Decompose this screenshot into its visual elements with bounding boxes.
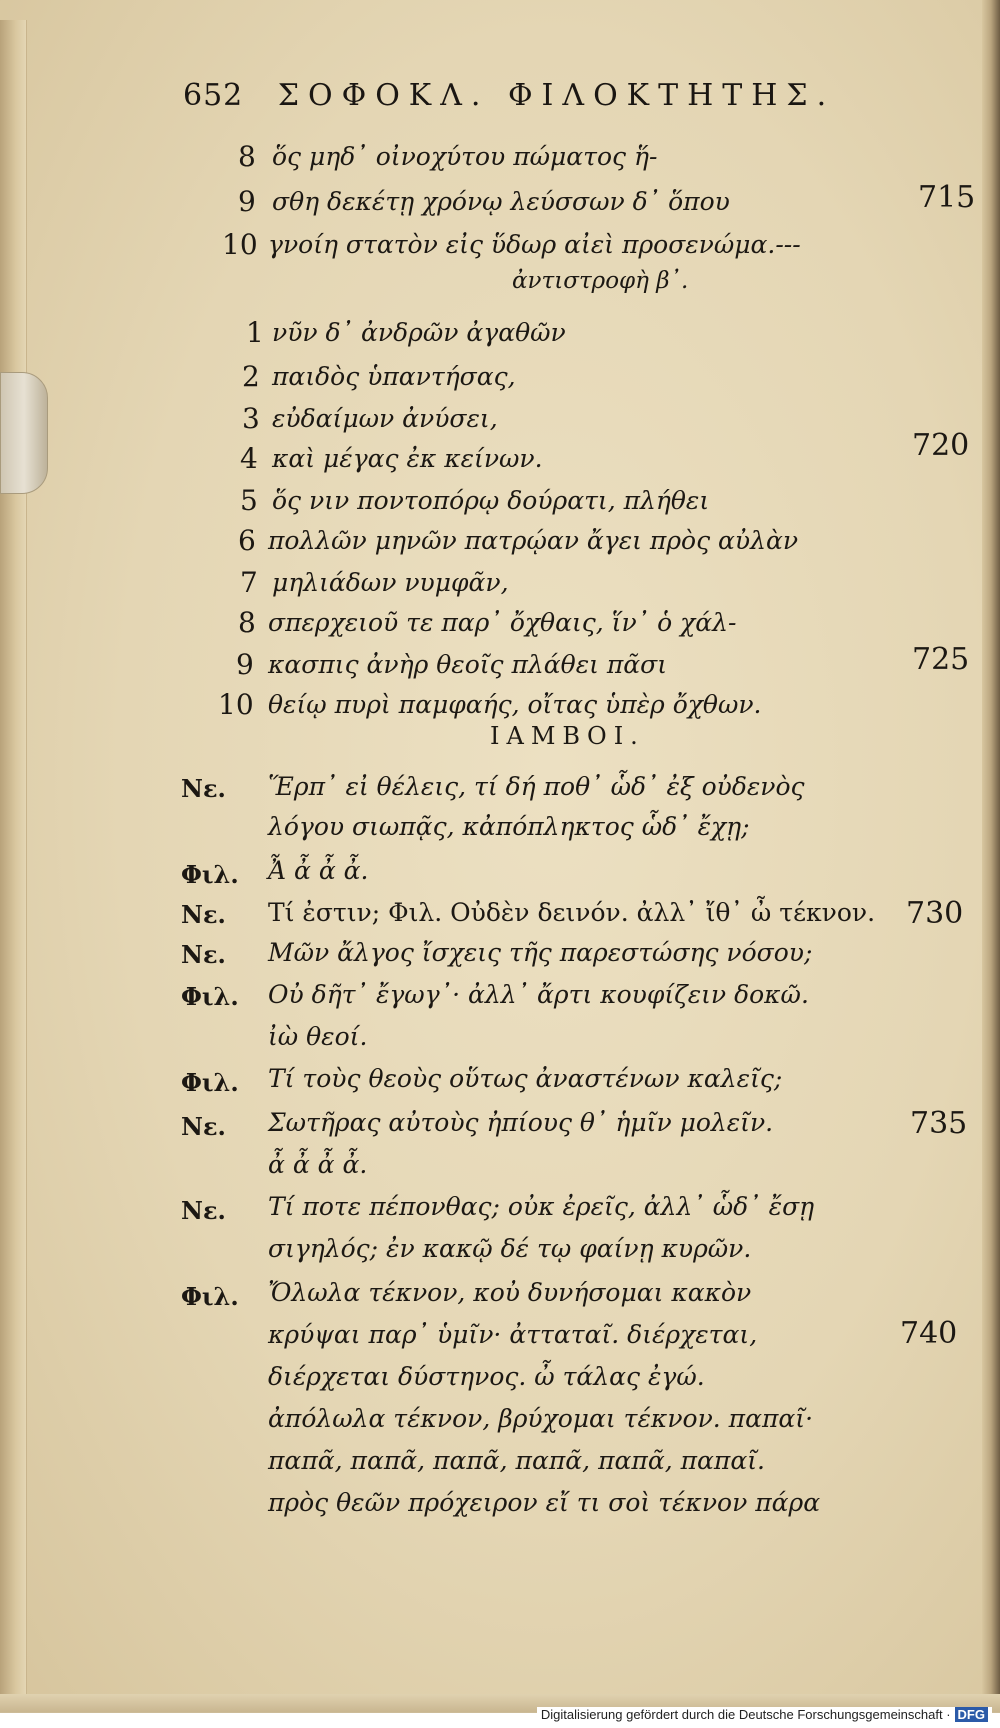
speaker-label: Νε. [181, 940, 226, 969]
line-number: 8 [238, 140, 256, 173]
credit-text: Digitalisierung gefördert durch die Deutsche Forschungsgemeinschaft · [540, 1707, 951, 1722]
verse-line: ὅς μηδ᾽ οἰνοχύτου πώματος ἥ- [272, 142, 658, 171]
dialogue-line: παπᾶ, παπᾶ, παπᾶ, παπᾶ, παπᾶ, παπαῖ. [268, 1446, 765, 1475]
page-number: 652 [183, 78, 244, 113]
line-number: 9 [238, 185, 256, 218]
digitization-credit [537, 1707, 992, 1722]
speaker-label: Φιλ. [181, 982, 239, 1011]
line-number: 4 [240, 442, 258, 475]
page-edge-left [0, 20, 27, 1710]
dialogue-line: σιγηλός; ἐν κακῷ δέ τῳ φαίνῃ κυρῶν. [268, 1234, 752, 1263]
speaker-label: Φιλ. [181, 860, 239, 889]
verse-line: νῦν δ᾽ ἀνδρῶν ἀγαθῶν [272, 318, 566, 347]
strophe-label: ἀντιστροφὴ β᾽. [512, 268, 689, 294]
margin-line-number: 740 [900, 1316, 958, 1351]
line-number: 10 [218, 688, 254, 721]
dialogue-line: Ἆ ἆ ἆ ἆ. [268, 856, 369, 885]
line-number: 1 [246, 316, 264, 349]
dialogue-line: πρὸς θεῶν πρόχειρον εἴ τι σοὶ τέκνον πάρα [268, 1488, 821, 1517]
speaker-label: Νε. [181, 900, 226, 929]
dfg-logo: DFG [955, 1707, 988, 1722]
dialogue-line: Σωτῆρας αὐτοὺς ἠπίους θ᾽ ἡμῖν μολεῖν. [268, 1108, 774, 1137]
running-header [183, 78, 835, 113]
margin-line-number: 730 [906, 896, 964, 931]
line-number: 5 [240, 484, 258, 517]
margin-line-number: 735 [910, 1106, 968, 1141]
verse-line: εὐδαίμων ἀνύσει, [272, 404, 498, 433]
verse-line: θείῳ πυρὶ παμφαής, οἴτας ὑπὲρ ὄχθων. [268, 690, 762, 719]
dialogue-line: Τί ἐστιν; Φιλ. Οὐδὲν δεινόν. ἀλλ᾽ ἴθ᾽ ὦ τέκνον. [268, 898, 876, 927]
section-heading: ΙΑΜΒΟΙ. [490, 722, 645, 750]
dialogue-line: ἆ ἆ ἆ ἆ. [268, 1150, 368, 1179]
page-edge-right [982, 0, 1000, 1728]
dialogue-line: Οὐ δῆτ᾽ ἔγωγ᾽· ἀλλ᾽ ἄρτι κουφίζειν δοκῶ. [268, 980, 809, 1009]
dialogue-line: λόγου σιωπᾷς, κἀπόπληκτος ὧδ᾽ ἔχῃ; [268, 812, 750, 841]
verse-line: ὅς νιν ποντοπόρῳ δούρατι, πλήθει [272, 486, 710, 515]
margin-line-number: 725 [912, 642, 970, 677]
page-clip [0, 372, 48, 494]
dialogue-line: Μῶν ἄλγος ἴσχεις τῆς παρεστώσης νόσου; [268, 938, 813, 967]
margin-line-number: 715 [918, 180, 976, 215]
line-number: 6 [238, 524, 256, 557]
dialogue-line: ἀπόλωλα τέκνον, βρύχομαι τέκνον. παπαῖ· [268, 1404, 814, 1433]
dialogue-line: Ὄλωλα τέκνον, κοὐ δυνήσομαι κακὸν [268, 1278, 752, 1307]
line-number: 7 [240, 566, 258, 599]
dialogue-line: Τί ποτε πέπονθας; οὐκ ἐρεῖς, ἀλλ᾽ ὧδ᾽ ἔσῃ [268, 1192, 815, 1221]
dialogue-line: κρύψαι παρ᾽ ὑμῖν· ἀτταταῖ. διέρχεται, [268, 1320, 758, 1349]
speaker-label: Φιλ. [181, 1068, 239, 1097]
line-number: 9 [236, 648, 254, 681]
line-number: 10 [222, 228, 258, 261]
speaker-label: Νε. [181, 1112, 226, 1141]
dialogue-line: Τί τοὺς θεοὺς οὕτως ἀναστένων καλεῖς; [268, 1064, 783, 1093]
verse-line: κασπις ἀνὴρ θεοῖς πλάθει πᾶσι [268, 650, 668, 679]
dialogue-line: ἰὼ θεοί. [268, 1022, 368, 1051]
line-number: 2 [242, 360, 260, 393]
page-title: ΣΟΦΟΚΛ. ΦΙΛΟΚΤΗΤΗΣ. [277, 78, 836, 113]
verse-line: πολλῶν μηνῶν πατρῴαν ἄγει πρὸς αὐλὰν [268, 526, 799, 555]
verse-line: γνοίη στατὸν εἰς ὕδωρ αἰεὶ προσενώμα.--- [268, 230, 801, 259]
speaker-label: Νε. [181, 774, 226, 803]
dialogue-line: διέρχεται δύστηνος. ὦ τάλας ἐγώ. [268, 1362, 705, 1391]
verse-line: παιδὸς ὑπαντήσας, [272, 362, 516, 391]
line-number: 3 [242, 402, 260, 435]
verse-line: καὶ μέγας ἐκ κείνων. [272, 444, 543, 473]
line-number: 8 [238, 606, 256, 639]
speaker-label: Φιλ. [181, 1282, 239, 1311]
verse-line: μηλιάδων νυμφᾶν, [272, 568, 509, 597]
margin-line-number: 720 [912, 428, 970, 463]
verse-line: σθη δεκέτῃ χρόνῳ λεύσσων δ᾽ ὅπου [272, 187, 730, 216]
verse-line: σπερχειοῦ τε παρ᾽ ὄχθαις, ἵν᾽ ὁ χάλ- [268, 608, 737, 637]
speaker-label: Νε. [181, 1196, 226, 1225]
dialogue-line: Ἕρπ᾽ εἰ θέλεις, τί δή ποθ᾽ ὧδ᾽ ἐξ οὐδενὸς [268, 772, 805, 801]
